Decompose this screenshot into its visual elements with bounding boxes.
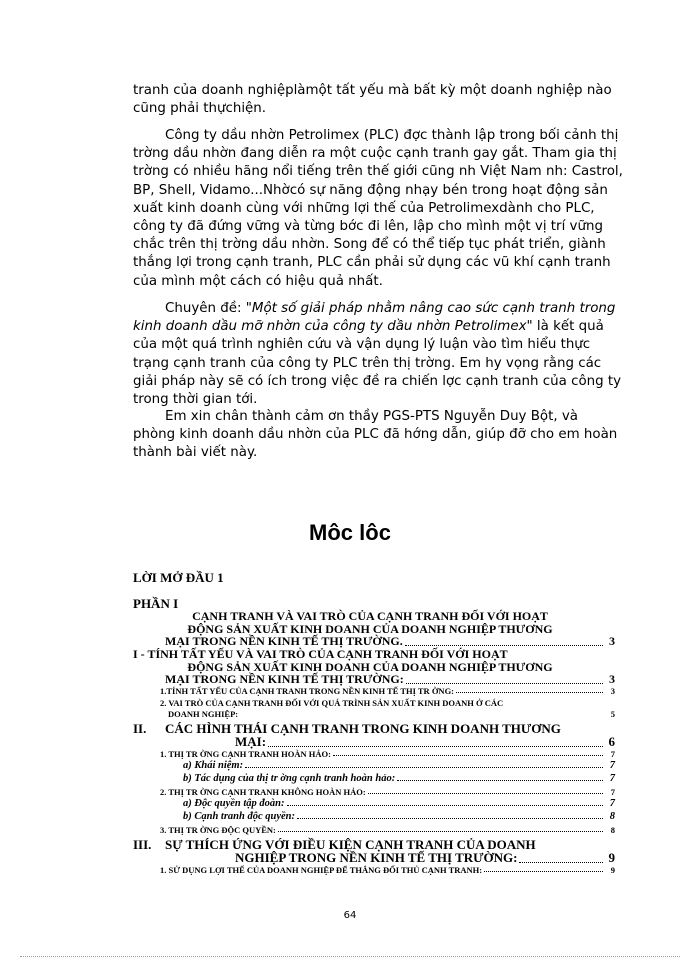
toc-sec2-label: II. xyxy=(133,721,147,736)
toc-text: b) Cạnh tranh độc quyền: xyxy=(183,811,296,822)
paragraph-topic xyxy=(133,300,623,409)
toc-page: 7 xyxy=(609,798,615,809)
dot-leader xyxy=(397,780,603,781)
paragraph-company: Công ty dầu nhờn Petrolimex (PLC) đợc thành lập trong bối cảnh thị trờng dầu nhờn đang diễn ra một cuộc cạnh tranh gay gắt. Tham gia thị trờng có nhiều hãng nổi tiếng trên thế giới cũng nh Việt Nam nh: Castrol, BP, Shell, Vidamo...Nhờcó sự năng động nhạy bén trong hoạt động sản xuất kinh doanh cùng với những lợi thế của Petrolimexdành cho PLC, công ty đã đứng vững và từng bớc đi lên, lập cho mình một vị trí vững chắc trên thị trờng dầu nhờn. Song để có thể tiếp tục phát triển, giành thắng lợi trong cạnh tranh, PLC cần phải sử dụng các vũ khí cạnh tranh của mình một cách có hiệu quả nhất. xyxy=(133,128,623,289)
toc-sec2-line2[interactable] xyxy=(235,734,615,750)
dot-leader xyxy=(484,871,603,872)
toc-sec3-label: III. xyxy=(133,837,152,852)
toc-sec1-line2[interactable]: ĐỘNG SẢN XUẤT KINH DOANH CỦA DOANH NGHIỆP THƯƠNG xyxy=(187,660,553,674)
toc-sec1-2-line1[interactable]: 2. VAI TRÒ CỦA CẠNH TRANH ĐỐI VỚI QUÁ TRÌNH SẢN XUẤT KINH DOANH Ở CÁC xyxy=(160,698,504,708)
toc-sec1-line1[interactable]: I - TÍNH TẤT YẾU VÀ VAI TRÒ CỦA CẠNH TRANH ĐỐI VỚI HOẠT xyxy=(133,647,508,661)
toc-sec3-line1[interactable]: SỰ THÍCH ỨNG VỚI ĐIỀU KIỆN CẠNH TRANH CỦA DOANH xyxy=(165,837,536,852)
toc-part-title-line1[interactable]: CẠNH TRANH VÀ VAI TRÒ CỦA CẠNH TRANH ĐỐI VỚI HOẠT xyxy=(192,609,548,623)
toc-text: 1. SỬ DỤNG LỢI THẾ CỦA DOANH NGHIỆP ĐỂ THẮNG ĐỐI THỦ CẠNH TRANH: xyxy=(160,865,483,875)
toc-text: MẠI TRONG NỀN KINH TẾ THỊ TRƯỜNG: xyxy=(165,672,404,686)
toc-text: 1. THỊ TR ỜNG CẠNH TRANH HOÀN HẢO: xyxy=(160,749,331,759)
dot-leader xyxy=(405,645,603,646)
paragraph-thanks: Em xin chân thành cảm ơn thầy PGS-PTS Nguyễn Duy Bột, và phòng kinh doanh dầu nhờn của PLC đã hớng dẫn, giúp đỡ cho em hoàn thành bài viết này. xyxy=(133,409,618,461)
topic-title: "Một số giải pháp nhằm nâng cao sức cạnh tranh trong kinh doanh dầu mỡ nhờn của công ty dầu nhờn Petrolimex" xyxy=(133,301,616,335)
dot-leader xyxy=(333,755,603,756)
toc-page: 8 xyxy=(609,811,615,822)
toc-sec3-line2[interactable] xyxy=(235,850,615,866)
toc-title: Môc lôc xyxy=(309,520,391,545)
toc-page: 8 xyxy=(610,825,615,835)
dot-leader xyxy=(287,805,604,806)
dot-leader xyxy=(456,692,603,693)
toc-page: 3 xyxy=(609,672,615,686)
toc-page: 7 xyxy=(609,773,615,784)
toc-page: 7 xyxy=(609,760,615,771)
toc-page: 9 xyxy=(610,865,615,875)
toc-page: 9 xyxy=(608,850,615,865)
toc-text: 1.TÍNH TẤT YẾU CỦA CẠNH TRANH TRONG NỀN KINH TẾ THỊ TR ỜNG: xyxy=(160,686,455,696)
toc-text: b) Tác dụng của thị tr ờng cạnh tranh hoàn hảo: xyxy=(183,773,396,784)
toc-page: 6 xyxy=(608,734,615,749)
toc-page: 7 xyxy=(610,749,615,759)
toc-sec2-2a[interactable] xyxy=(183,798,615,809)
toc-page: 7 xyxy=(610,787,615,797)
toc-text: MẠI TRONG NỀN KINH TẾ THỊ TRƯỜNG. xyxy=(165,634,403,648)
toc-sec2-1b[interactable] xyxy=(183,773,615,784)
toc-part-title-line2[interactable]: ĐỘNG SẢN XUẤT KINH DOANH CỦA DOANH NGHIỆP THƯƠNG xyxy=(187,622,553,636)
toc-text: DOANH NGHIỆP: xyxy=(168,709,239,719)
toc-page: 3 xyxy=(609,634,615,648)
toc-sec2-1a[interactable] xyxy=(183,760,615,771)
toc-text: a) Khái niệm: xyxy=(183,760,244,771)
toc-text: NGHIỆP TRONG NỀN KINH TẾ THỊ TRƯỜNG: xyxy=(235,850,518,865)
dot-leader xyxy=(278,831,603,832)
dot-leader xyxy=(406,683,603,684)
toc-sec2-2[interactable] xyxy=(160,787,615,797)
topic-rest: là kết quả của một quá trình nghiên cứu và vận dụng lý luận vào tìm hiểu thực trạng cạnh tranh của công ty PLC trên thị trờng. Em hy vọng rằng các giải pháp này sẽ có ích trong việc đề ra chiến lợc cạnh tranh của công ty trong thời gian tới. xyxy=(133,319,622,408)
page-number: 64 xyxy=(343,910,357,921)
toc-text: 3. THỊ TR ỜNG ĐỘC QUYỀN: xyxy=(160,825,276,835)
toc-sec2-line1[interactable]: CÁC HÌNH THÁI CẠNH TRANH TRONG KINH DOANH THƯƠNG xyxy=(165,721,561,736)
toc-text: MẠI: xyxy=(235,734,267,749)
paragraph-intro-end: tranh của doanh nghiệplàmột tất yếu mà bất kỳ một doanh nghiệp nào cũng phải thựchiện. xyxy=(133,83,612,117)
dot-leader xyxy=(368,793,603,794)
toc-sec2-1[interactable] xyxy=(160,749,615,759)
dot-leader xyxy=(268,746,603,747)
toc-sec2-2b[interactable] xyxy=(183,811,615,822)
toc-part-label: PHẦN I xyxy=(133,596,179,611)
toc-sec1-1[interactable] xyxy=(160,686,615,696)
dot-leader xyxy=(297,818,603,819)
toc-page: 5 xyxy=(610,709,615,719)
dot-leader xyxy=(519,862,603,863)
page-bottom-border xyxy=(20,956,680,957)
toc-sec2-3[interactable] xyxy=(160,825,615,835)
toc-entry-loi-mo-dau[interactable]: LỜI MỞ ĐẦU 1 xyxy=(133,570,224,585)
topic-prefix: Chuyên đề: xyxy=(165,301,246,316)
dot-leader xyxy=(245,767,603,768)
toc-sec1-line3[interactable] xyxy=(165,672,615,687)
toc-sec1-2-line2[interactable] xyxy=(168,709,615,719)
toc-text: 2. THỊ TR ỜNG CẠNH TRANH KHÔNG HOÀN HẢO: xyxy=(160,787,366,797)
toc-text: a) Độc quyền tập đoàn: xyxy=(183,798,285,809)
toc-sec3-1[interactable] xyxy=(160,865,615,875)
toc-page: 3 xyxy=(610,686,615,696)
